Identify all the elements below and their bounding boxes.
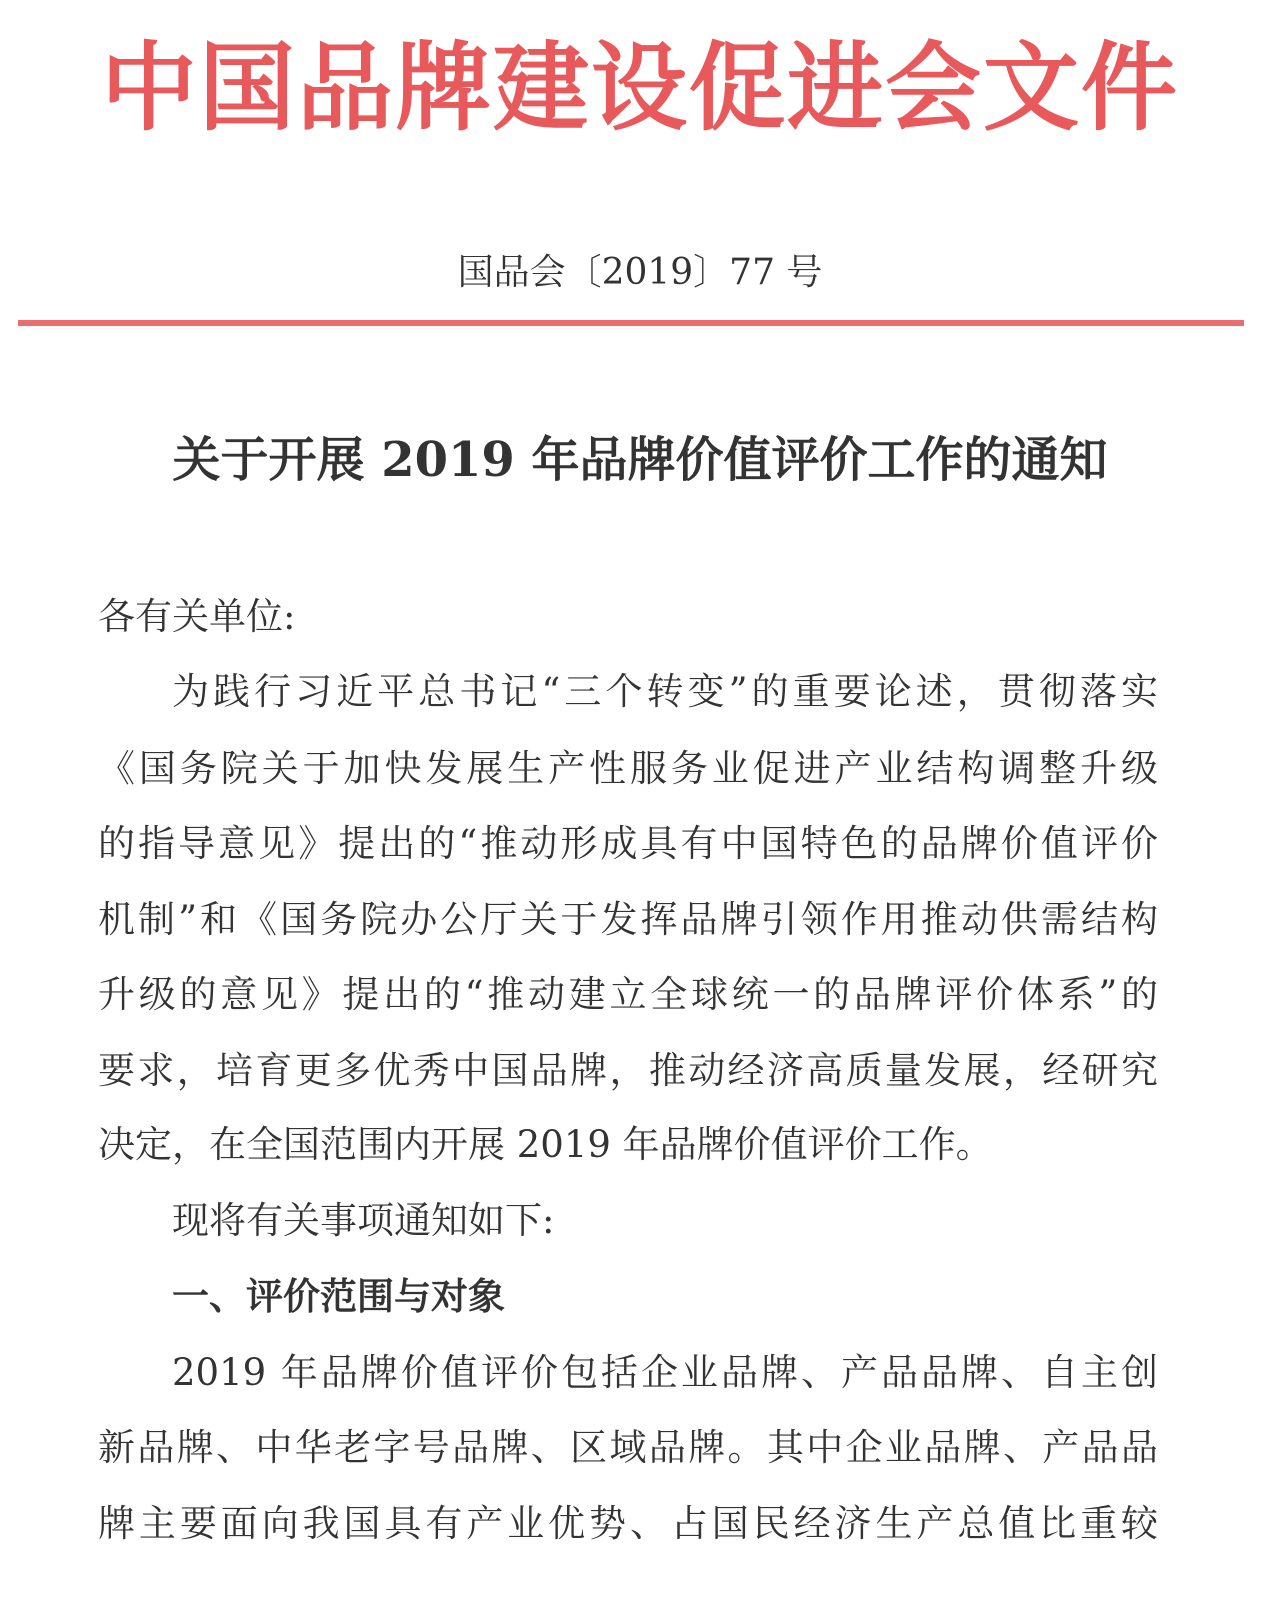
red-divider-line xyxy=(18,320,1244,326)
paragraph-line: 的指导意见》提出的“推动形成具有中国特色的品牌价值评价 xyxy=(98,822,1158,865)
paragraph-line: 机制”和《国务院办公厅关于发挥品牌引领作用推动供需结构 xyxy=(98,898,1158,941)
paragraph-line: 决定，在全国范围内开展 2019 年品牌价值评价工作。 xyxy=(98,1123,993,1166)
section-line: 新品牌、中华老字号品牌、区域品牌。其中企业品牌、产品品 xyxy=(98,1426,1158,1469)
section-line: 牌主要面向我国具有产业优势、占国民经济生产总值比重较 xyxy=(98,1502,1158,1545)
paragraph-line: 为践行习近平总书记“三个转变”的重要论述，贯彻落实 xyxy=(172,670,1158,713)
paragraph-line: 《国务院关于加快发展生产性服务业促进产业结构调整升级 xyxy=(98,747,1158,790)
notice-title: 关于开展 2019 年品牌价值评价工作的通知 xyxy=(172,432,1108,488)
intro-line: 现将有关事项通知如下: xyxy=(172,1199,555,1242)
letterhead-title: 中国品牌建设促进会文件 xyxy=(101,31,1179,144)
paragraph-line: 要求，培育更多优秀中国品牌，推动经济高质量发展，经研究 xyxy=(98,1049,1158,1092)
paragraph-line: 升级的意见》提出的“推动建立全球统一的品牌评价体系”的 xyxy=(98,973,1158,1016)
section-line: 2019 年品牌价值评价包括企业品牌、产品品牌、自主创 xyxy=(172,1351,1158,1394)
salutation: 各有关单位: xyxy=(98,595,296,638)
section-heading: 一、评价范围与对象 xyxy=(172,1275,505,1318)
document-number: 国品会〔2019〕77 号 xyxy=(457,252,823,293)
